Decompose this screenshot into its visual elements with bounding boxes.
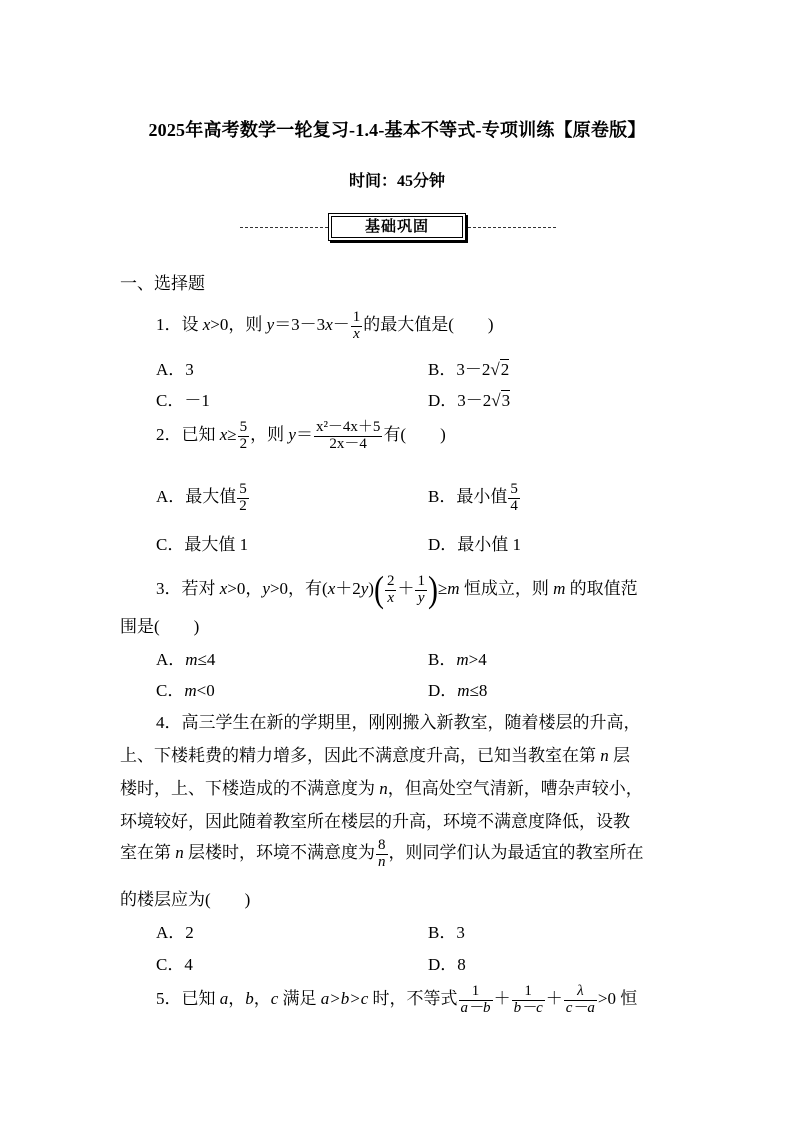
q3-fraction [385, 574, 397, 607]
frac-num: 5 [510, 481, 518, 497]
q5-var: a [219, 989, 229, 1009]
q2-frac-num: x²－4x＋5 [315, 419, 381, 435]
q1-var-x: x [202, 315, 211, 335]
q1-option-b [428, 355, 509, 380]
frac-den: y [415, 590, 427, 607]
q5-var: b [245, 989, 254, 1009]
q2-frac-den: 2x－4 [314, 436, 383, 453]
frac-num: 8 [378, 837, 386, 853]
q1-text: － [332, 315, 350, 335]
q4-text: 室在第 [120, 843, 176, 863]
q1-frac-num: 1 [352, 309, 361, 325]
q1-option-d [428, 386, 510, 411]
option-text: ≤8 [469, 681, 488, 700]
option-text: D． [428, 681, 458, 700]
q4-option-c: C．4 [156, 955, 193, 974]
question-1 [156, 310, 494, 343]
frac-den: b－c [513, 999, 543, 1016]
q2-text: ，则 [250, 425, 289, 445]
q5-text: ＋ [493, 989, 511, 1009]
frac-num: 1 [417, 573, 425, 589]
q4-option-d: D．8 [428, 955, 466, 974]
q2-fraction-bound [238, 420, 250, 453]
option-text: C． [156, 681, 185, 700]
q3-text: 3．若对 [156, 579, 220, 599]
q1-option-d-text: D．3－2 [428, 391, 492, 410]
sqrt-symbol: √2 [490, 360, 510, 379]
option-text: <0 [196, 681, 215, 700]
q2-frac-den: 2 [239, 435, 248, 452]
frac-num: 1 [524, 983, 532, 999]
question-5 [156, 984, 637, 1017]
q1-option-b-radicand: 2 [500, 360, 510, 379]
q5-fraction [459, 984, 493, 1017]
q3-option-d [428, 676, 487, 701]
option-var: m [457, 681, 470, 700]
q3-text: ≥ [437, 579, 448, 599]
q1-frac-den: x [351, 326, 363, 343]
frac-num: 1 [471, 983, 480, 999]
q1-option-d-radicand: 3 [501, 391, 511, 410]
frac-den: 4 [510, 497, 518, 514]
q1-var-y: y [266, 315, 275, 335]
q3-text: ＋ [397, 579, 415, 599]
option-var: m [456, 650, 469, 669]
section-heading: 一、选择题 [120, 274, 205, 293]
page-title: 2025年高考数学一轮复习-1.4-基本不等式-专项训练【原卷版】 [148, 120, 646, 140]
frac-den: a－b [460, 999, 491, 1016]
q2-var-y: y [288, 425, 296, 445]
banner-label: 基础巩固 [331, 216, 463, 238]
q3-option-c [156, 676, 215, 701]
q4-line [120, 838, 644, 871]
q1-option-a: A．3 [156, 360, 194, 379]
q5-text: >0 恒 [597, 989, 638, 1009]
frac-num: λ [577, 983, 584, 999]
q2-option-b-fraction [508, 482, 520, 515]
q5-text: ， [228, 989, 246, 1009]
q2-option-b [428, 482, 521, 515]
option-text: >4 [468, 650, 487, 669]
q1-fraction [351, 310, 363, 343]
option-var: m [185, 650, 198, 669]
q5-relation: a>b>c [320, 989, 369, 1009]
q5-text: 5．已知 [156, 989, 220, 1009]
q5-text: 时，不等式 [368, 989, 458, 1009]
q4-option-a: A．2 [156, 923, 194, 942]
frac-num: 5 [239, 481, 247, 497]
question-4: 4．高三学生在新的学期里，刚刚搬入新教室，随着楼层的升高， [156, 713, 641, 732]
q5-text: 满足 [278, 989, 321, 1009]
q2-option-a [156, 482, 250, 515]
q1-text: 的最大值是( ) [363, 315, 494, 335]
option-text: A． [156, 650, 186, 669]
q5-var: c [270, 989, 279, 1009]
q3-continuation: 围是( ) [120, 617, 200, 636]
option-text: B． [428, 650, 457, 669]
q2-option-c: C．最大值 1 [156, 535, 249, 554]
q5-fraction [512, 984, 545, 1017]
q1-text: >0，则 [210, 315, 267, 335]
q3-text: >0，有( [269, 579, 328, 599]
q2-option-a-text: A．最大值 [156, 487, 237, 507]
q1-var-x: x [325, 315, 333, 335]
question-2 [156, 420, 446, 453]
q2-text: 有( ) [383, 425, 446, 445]
q2-option-a-fraction [237, 482, 249, 515]
q4-var-n: n [175, 843, 184, 863]
option-text: ≤4 [197, 650, 216, 669]
q5-text: ， [253, 989, 271, 1009]
q2-text: 2．已知 [156, 425, 220, 445]
q2-fraction-function [314, 420, 383, 453]
q3-var: m [447, 579, 460, 599]
q2-option-b-text: B．最小值 [428, 487, 508, 507]
q4-text: ，则同学们认为最适宜的教室所在 [388, 843, 644, 863]
frac-den: n [378, 853, 386, 870]
q2-text: ≥ [227, 425, 237, 445]
q2-option-d: D．最小值 1 [428, 535, 522, 554]
q3-text: 恒成立，则 [459, 579, 554, 599]
q3-text: 的取值范 [565, 579, 638, 599]
q4-line [120, 741, 630, 766]
q4-fraction [376, 838, 388, 871]
q3-option-a [156, 645, 215, 670]
q1-option-c: C．－1 [156, 391, 210, 410]
frac-den: x [385, 590, 397, 607]
q4-line: 的楼层应为( ) [120, 890, 251, 909]
banner-box [328, 213, 466, 241]
q3-fraction [415, 574, 427, 607]
q3-var: y [360, 579, 369, 599]
q1-text: 1．设 [156, 315, 203, 335]
q5-fraction [564, 984, 597, 1017]
q3-text: ＋2 [335, 579, 361, 599]
left-paren: ( [373, 569, 384, 611]
frac-num: 2 [386, 573, 395, 589]
q4-text: 层 [608, 746, 630, 765]
q2-text: ＝ [295, 425, 313, 445]
q4-text: 上、下楼耗费的精力增多，因此不满意度升高，已知当教室在第 [120, 746, 601, 765]
q4-line [120, 774, 643, 799]
q3-text: ) [368, 579, 374, 599]
frac-den: 2 [239, 497, 247, 514]
q4-text: ，但高处空气清新，嘈杂声较小， [387, 779, 643, 798]
frac-den: c－a [565, 999, 595, 1016]
q2-frac-num: 5 [239, 419, 248, 435]
q4-var-n: n [600, 746, 609, 765]
option-var: m [184, 681, 197, 700]
right-paren: ) [427, 569, 438, 611]
banner-left-dash [240, 227, 328, 228]
q3-text: >0， [227, 579, 263, 599]
section-banner [240, 213, 556, 243]
q1-text: ＝3－3 [274, 315, 326, 335]
q3-option-b [428, 645, 487, 670]
q2-var-x: x [219, 425, 228, 445]
q4-text: 层楼时，环境不满意度为 [183, 843, 375, 863]
q3-var: m [553, 579, 566, 599]
question-3 [156, 569, 638, 611]
q5-text: ＋ [545, 989, 563, 1009]
time-limit: 时间：45分钟 [348, 173, 445, 190]
q3-var: x [219, 579, 228, 599]
q3-var: y [262, 579, 270, 599]
q4-option-b: B．3 [428, 923, 465, 942]
q1-option-b-text: B．3－2 [428, 360, 491, 379]
banner-right-dash [468, 227, 556, 228]
q4-var-n: n [379, 779, 388, 798]
sqrt-symbol: √3 [491, 391, 511, 410]
q4-line: 环境较好，因此随着教室所在楼层的升高，环境不满意度降低，设教 [120, 812, 630, 831]
q3-var: x [327, 579, 336, 599]
q4-text: 楼时，上、下楼造成的不满意度为 [120, 779, 380, 798]
